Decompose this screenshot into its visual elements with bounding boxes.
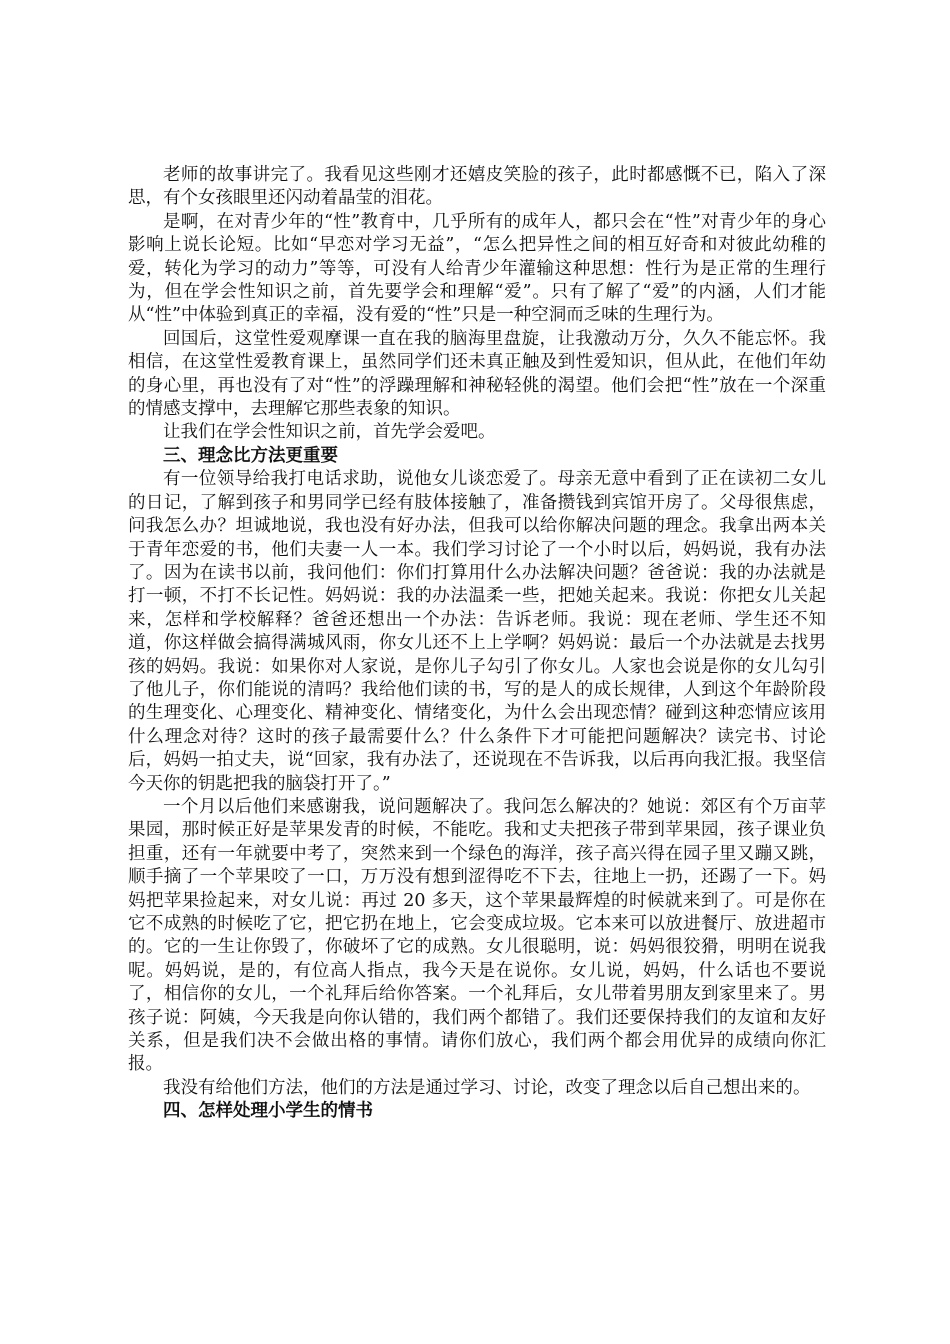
paragraph-story-ended: 老师的故事讲完了。我看见这些刚才还嬉皮笑脸的孩子，此时都感慨不已，陷入了深思，有个女孩眼里还闪动着晶莹的泪花。: [128, 165, 826, 209]
paragraph-learn-love: 让我们在学会性知识之前，首先学会爱吧。: [163, 422, 496, 443]
paragraph-no-method: 我没有给他们方法，他们的方法是通过学习、讨论，改变了理念以后自己想出来的。: [163, 1077, 811, 1098]
paragraph-leader-call: 有一位领导给我打电话求助，说他女儿谈恋爱了。母亲无意中看到了正在读初二女儿的日记，了解到孩子和男同学已经有肢体接触了，准备攒钱到宾馆开房了。父母很焦虑，问我怎么办？坦诚地说，我也没有好办法，但我可以给你解决问题的理念。我拿出两本关于青年恋爱的书，他们夫妻一人一本。我们学习讨论了一个小时以后，妈妈说，我有办法了。因为在读书以前，我问他们：你们打算用什么办法解决问题？爸爸说：我的办法就是打一顿，不打不长记性。妈妈说：我的办法温柔一些，把她关起来。我说：你把女儿关起来，怎样和学校解释？爸爸还想出一个办法：告诉老师。我说：现在老师、学生还不知道，你这样做会搞得满城风雨，你女儿还不上上学啊？妈妈说：最后一个办法就是去找男孩的妈妈。我说：如果你对人家说，是你儿子勾引了你女儿。人家也会说是你的女儿勾引了他儿子，你们能说的清吗？我给他们读的书，写的是人的成长规律，人到这个年龄阶段的生理变化、心理变化、精神变化、情绪变化，为什么会出现恋情？碰到这种恋情应该用什么理念对待？这时的孩子最需要什么？什么条件下才可能把问题解决？读完书、讨论后，妈妈一拍丈夫，说“回家，我有办法了，还说现在不告诉我，以后再向我汇报。我坚信今天你的钥匙把我的脑袋打开了。”: [128, 469, 826, 794]
paragraph-after-return: 回国后，这堂性爱观摩课一直在我的脑海里盘旋，让我激动万分，久久不能忘怀。我相信，在这堂性爱教育课上，虽然同学们还未真正触及到性爱知识，但从此，在他们年幼的身心里，再也没有了对“性”的浮躁理解和神秘轻佻的渴望。他们会把“性”放在一个深重的情感支撑中，去理解它那些表象的知识。: [128, 328, 826, 420]
document-page: [128, 164, 826, 1124]
section-heading-3: 三、理念比方法更重要: [163, 445, 338, 466]
section-heading-4: 四、怎样处理小学生的情书: [163, 1101, 373, 1122]
paragraph-sex-education: 是啊，在对青少年的“性”教育中，几乎所有的成年人，都只会在“性”对青少年的身心影响上说长论短。比如“早恋对学习无益”，“怎么把异性之间的相互好奇和对彼此幼稚的爱，转化为学习的动力”等等，可没有人给青少年灌输这种思想：性行为是正常的生理行为，但在学会性知识之前，首先要学会和理解“爱”。只有了解了“爱”的内涵，人们才能从“性”中体验到真正的幸福，没有爱的“性”只是一种空洞而乏味的生理行为。: [128, 211, 826, 326]
paragraph-apple-orchard: 一个月以后他们来感谢我，说问题解决了。我问怎么解决的？她说：郊区有个万亩苹果园，那时候正好是苹果发青的时候，不能吃。我和丈夫把孩子带到苹果园，孩子课业负担重，还有一年就要中考了，突然来到一个绿色的海洋，孩子高兴得在园子里又蹦又跳，顺手摘了一个苹果咬了一口，万万没有想到涩得吃不下去，往地上一扔，还踢了一下。妈妈把苹果捡起来，对女儿说：再过 20 多天，这个苹果最辉煌的时候就来到了。可是你在它不成熟的时候吃了它，把它扔在地上，它会变成垃圾。它本来可以放进餐厅、放进超市的。它的一生让你毁了，你破坏了它的成熟。女儿很聪明，说：妈妈很狡猾，明明在说我呢。妈妈说，是的，有位高人指点，我今天是在说你。女儿说，妈妈，什么话也不要说了，相信你的女儿，一个礼拜后给你答案。一个礼拜后，女儿带着男朋友到家里来了。男孩子说：阿姨，今天我是向你认错的，我们两个都错了。我们还要保持我们的友谊和友好关系，但是我们决不会做出格的事情。请你们放心，我们两个都会用优异的成绩向你汇报。: [128, 796, 826, 1075]
